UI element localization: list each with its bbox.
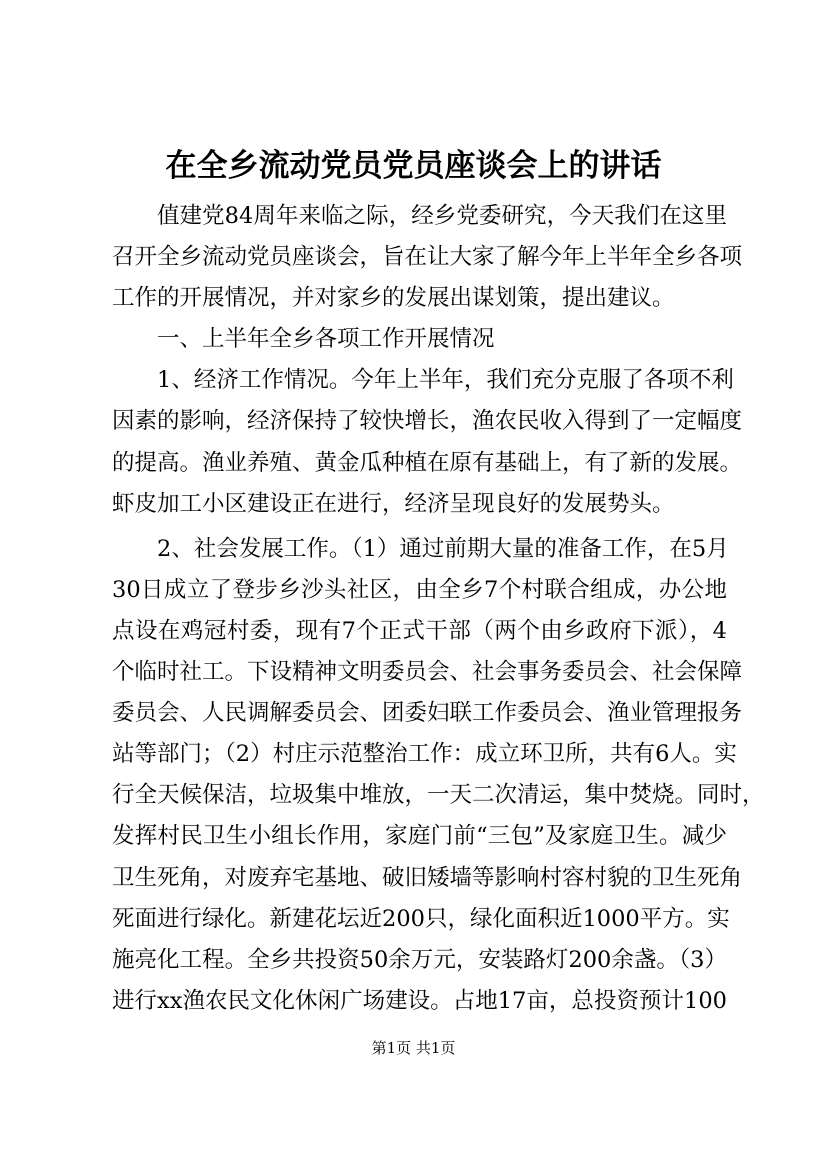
paragraph-line: 施亮化工程。全乡共投资50余万元，安装路灯200余盏。（3）: [112, 946, 727, 973]
paragraph-line: 工作的开展情况，并对家乡的发展出谋划策，提出建议。: [112, 285, 675, 312]
paragraph-line: 虾皮加工小区建设正在进行，经济呈现良好的发展势头。: [112, 490, 675, 517]
paragraph-line: 站等部门；（2）村庄示范整治工作：成立环卫所，共有6人。实: [112, 741, 737, 768]
paragraph-line: 进行xx渔农民文化休闲广场建设。占地17亩，总投资预计100: [112, 987, 727, 1014]
paragraph-line: 30日成立了登步乡沙头社区，由全乡7个村联合组成，办公地: [112, 576, 727, 603]
paragraph-line: 点设在鸡冠村委，现有7个正式干部（两个由乡政府下派），4: [112, 617, 727, 644]
paragraph-line: 发挥村民卫生小组长作用，家庭门前“三包”及家庭卫生。减少: [112, 823, 727, 850]
paragraph-line: 值建党84周年来临之际，经乡党委研究，今天我们在这里: [157, 203, 727, 229]
document-body: [112, 196, 765, 1022]
section-heading: 一、上半年全乡各项工作开展情况: [157, 326, 495, 353]
paragraph-line: 的提高。渔业养殖、黄金瓜种植在原有基础上，有了新的发展。: [112, 449, 743, 476]
paragraph-line: 因素的影响，经济保持了较快增长，渔农民收入得到了一定幅度: [112, 408, 743, 435]
paragraph-line: 行全天候保洁，垃圾集中堆放，一天二次清运，集中焚烧。同时，: [112, 782, 765, 809]
paragraph-line: 死面进行绿化。新建花坛近200只，绿化面积近1000平方。实: [112, 905, 730, 932]
paragraph-line: 召开全乡流动党员座谈会，旨在让大家了解今年上半年全乡各项: [112, 244, 743, 271]
document-title: 在全乡流动党员党员座谈会上的讲话: [165, 148, 662, 184]
paragraph-line: 卫生死角，对废弃宅基地、破旧矮墙等影响村容村貌的卫生死角: [112, 864, 743, 891]
paragraph-line: 委员会、人民调解委员会、团委妇联工作委员会、渔业管理报务: [112, 700, 743, 727]
page-footer: 第1页 共1页: [371, 1039, 456, 1057]
paragraph-line: 个临时社工。下设精神文明委员会、社会事务委员会、社会保障: [112, 659, 743, 686]
paragraph-line: 2、社会发展工作。（1）通过前期大量的准备工作，在5月: [157, 535, 729, 562]
paragraph-line: 1、经济工作情况。今年上半年，我们充分克服了各项不利: [157, 367, 734, 394]
